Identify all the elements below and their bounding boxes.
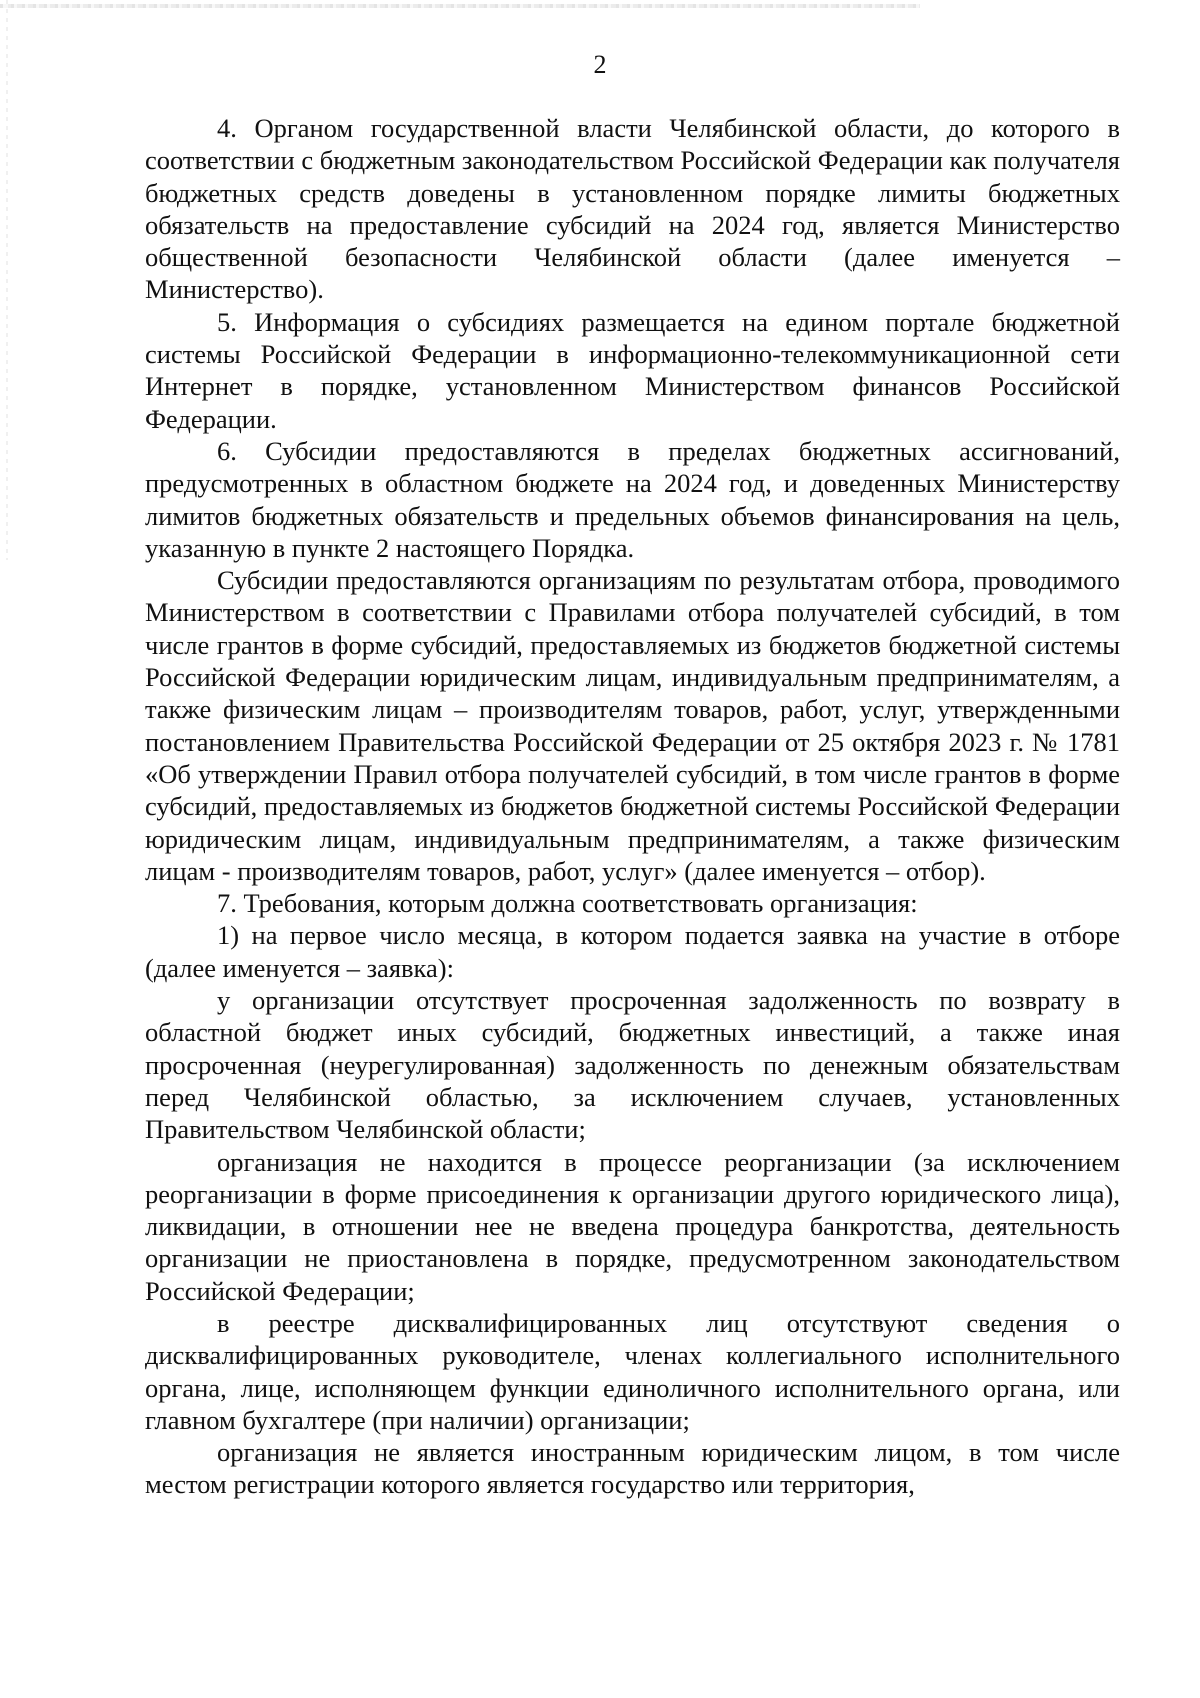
paragraph-item-4: 4. Органом государственной власти Челябинской области, до которого в соответствии с бюджетным законодательством Российской Федерации как получателя бюджетных средств доведены в установленном порядке лимиты бюджетных обязательств на предоставление субсидий на 2024 год, является Министерство общественной безопасности Челябинской области (далее именуется – Министерство). (145, 113, 1121, 305)
paragraph-subitem-1: 1) на первое число месяца, в котором подается заявка на участие в отборе (далее именуется – заявка): (145, 920, 1120, 983)
paragraph-not-foreign-entity: организация не является иностранным юридическим лицом, в том числе местом регистрации которого является государство или территория, (145, 1437, 1120, 1500)
paragraph-item-5: 5. Информация о субсидиях размещается на едином портале бюджетной системы Российской Федерации в информационно-телекоммуникационной сети Интернет в порядке, установленном Министерством финансов Российской Федерации. (145, 306, 1120, 434)
paragraph-selection-rules: Субсидии предоставляются организациям по результатам отбора, проводимого Министерством в соответствии с Правилами отбора получателей субсидий, в том числе грантов в форме субсидий, предоставляемых из бюджетов бюджетной системы Российской Федерации юридическим лицам, индивидуальным предпринимателям, а также физическим лицам – производителям товаров, работ, услуг, утвержденными постановлением Правительства Российской Федерации от 25 октября 2023 г. № 1781 «Об утверждении Правил отбора получателей субсидий, в том числе грантов в форме субсидий, предоставляемых из бюджетов бюджетной системы Российской Федерации юридическим лицам, индивидуальным предпринимателям, а также физическим лицам - производителям товаров, работ, услуг» (далее именуется – отбор). (145, 565, 1120, 886)
paragraph-no-debt: у организации отсутствует просроченная задолженность по возврату в областной бюджет иных субсидий, бюджетных инвестиций, а также иная просроченная (неурегулированная) задолженность по денежным обязательствам перед Челябинской областью, за исключением случаев, установленных Правительством Челябинской области; (145, 985, 1120, 1145)
paragraph-item-6: 6. Субсидии предоставляются в пределах бюджетных ассигнований, предусмотренных в областном бюджете на 2024 год, и доведенных Министерству лимитов бюджетных обязательств и предельных объемов финансирования на цель, указанную в пункте 2 настоящего Порядка. (145, 435, 1120, 563)
paragraph-disqualified-registry: в реестре дисквалифицированных лиц отсутствуют сведения о дисквалифицированных руководителе, членах коллегиального исполнительного органа, лице, исполняющем функции единоличного исполнительного органа, или главном бухгалтере (при наличии) организации; (145, 1307, 1120, 1435)
document-body (145, 112, 1120, 1501)
paragraph-item-7: 7. Требования, которым должна соответствовать организация: (217, 888, 918, 919)
paragraph-no-reorganization: организация не находится в процессе реорганизации (за исключением реорганизации в форме присоединения к организации другого юридического лица), ликвидации, в отношении нее не введена процедура банкротства, деятельность организации не приостановлена в порядке, предусмотренном законодательством Российской Федерации; (145, 1146, 1120, 1306)
scan-edge-artifact (0, 4, 920, 8)
page-number: 2 (593, 50, 607, 79)
scan-margin-artifact (6, 0, 8, 560)
